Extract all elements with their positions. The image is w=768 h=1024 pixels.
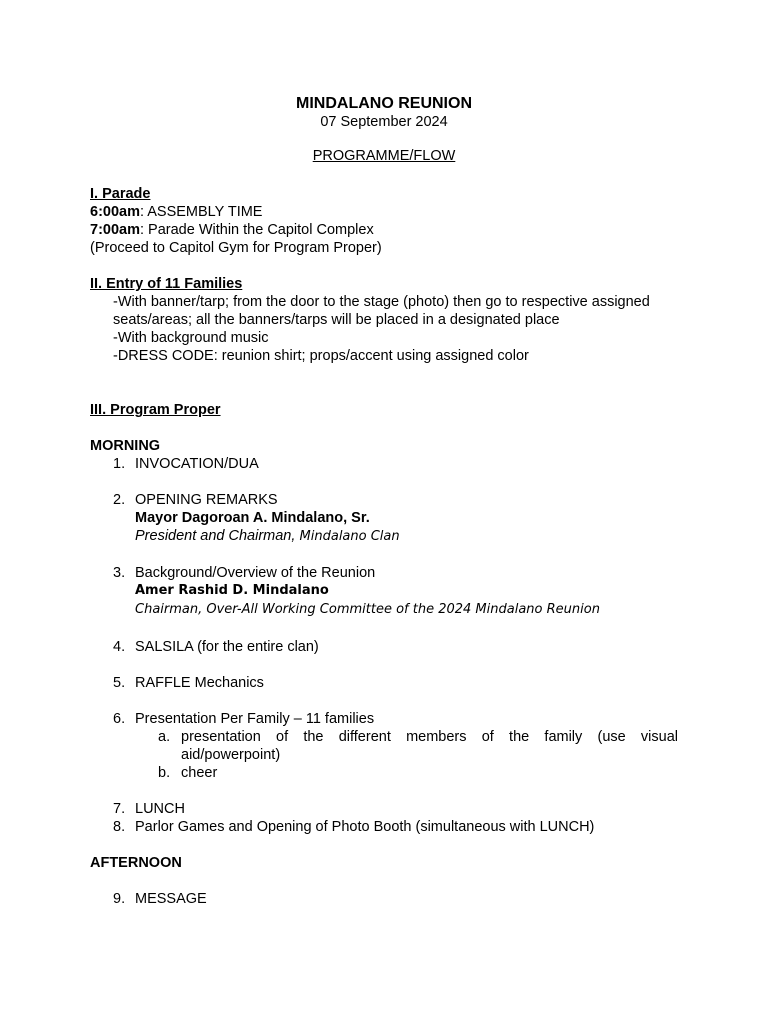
item-number: 8. — [113, 819, 126, 835]
item-text: LUNCH — [135, 801, 185, 817]
item-text: SALSILA (for the entire clan) — [135, 639, 319, 655]
item-text: RAFFLE Mechanics — [135, 675, 264, 691]
speaker-name: Amer Rashid D. Mindalano — [135, 583, 329, 598]
item-text: OPENING REMARKS — [135, 492, 278, 508]
sub-item-text: cheer — [181, 765, 218, 781]
sub-item-letter: b. — [158, 765, 171, 781]
item-number: 5. — [113, 675, 126, 691]
program-item — [90, 890, 678, 908]
item-number: 2. — [113, 492, 126, 508]
time-label: 7:00am — [90, 222, 140, 238]
time-label: 6:00am — [90, 204, 140, 220]
document-header — [0, 94, 768, 165]
item-text: MESSAGE — [135, 891, 207, 907]
parade-line-parade — [90, 221, 678, 239]
program-item — [90, 800, 678, 818]
parade-line-assembly — [90, 203, 678, 221]
schedule-text: : Parade Within the Capitol Complex — [139, 222, 374, 238]
item-text: Presentation Per Family – 11 families — [135, 711, 375, 727]
item-text: INVOCATION/DUA — [135, 456, 259, 472]
speaker-name: Mayor Dagoroan A. Mindalano, Sr. — [135, 510, 370, 526]
document-body — [90, 185, 678, 908]
parade-note: (Proceed to Capitol Gym for Program Proper) — [90, 240, 382, 256]
item-number: 1. — [113, 456, 126, 472]
program-item — [90, 674, 678, 692]
speaker-role-title: President and Chairman, — [135, 528, 296, 544]
program-item — [90, 455, 678, 473]
program-item — [90, 710, 678, 728]
item-text: Parlor Games and Opening of Photo Booth (simultaneous with LUNCH) — [135, 819, 595, 835]
item-number: 4. — [113, 639, 126, 655]
speaker-role-org: Mindalano Clan — [295, 529, 400, 544]
schedule-text: : ASSEMBLY TIME — [139, 204, 263, 220]
morning-label: MORNING — [90, 438, 161, 454]
sub-item — [90, 728, 678, 764]
programme-subtitle: PROGRAMME/FLOW — [312, 148, 456, 164]
sub-item-text: presentation of the different members of the family (use visual aid/powerpoint) — [181, 729, 678, 763]
entry-line: -With background music — [113, 330, 269, 346]
item-number: 9. — [113, 891, 126, 907]
speaker-role — [135, 527, 678, 546]
afternoon-label: AFTERNOON — [90, 855, 182, 871]
item-number: 6. — [113, 711, 126, 727]
document-title: MINDALANO REUNION — [296, 95, 472, 112]
entry-line: -DRESS CODE: reunion shirt; props/accent using assigned color — [113, 348, 529, 364]
speaker-role: Chairman, Over-All Working Committee of the 2024 Mindalano Reunion — [135, 602, 600, 617]
section-heading-program: III. Program Proper — [90, 402, 221, 418]
item-number: 7. — [113, 801, 126, 817]
entry-line: -With banner/tarp; from the door to the stage (photo) then go to respective assigned seats/areas; all the banners/tarps will be placed in a designated place — [113, 294, 650, 328]
program-item — [90, 638, 678, 656]
program-item — [90, 564, 678, 620]
section-heading-parade: I. Parade — [90, 186, 151, 202]
program-item — [90, 491, 678, 546]
item-number: 3. — [113, 565, 126, 581]
section-heading-entry: II. Entry of 11 Families — [90, 276, 243, 292]
sub-item — [90, 764, 678, 782]
item-text: Background/Overview of the Reunion — [135, 565, 376, 581]
program-item — [90, 818, 678, 836]
event-date: 07 September 2024 — [320, 114, 448, 130]
sub-item-letter: a. — [158, 729, 171, 745]
